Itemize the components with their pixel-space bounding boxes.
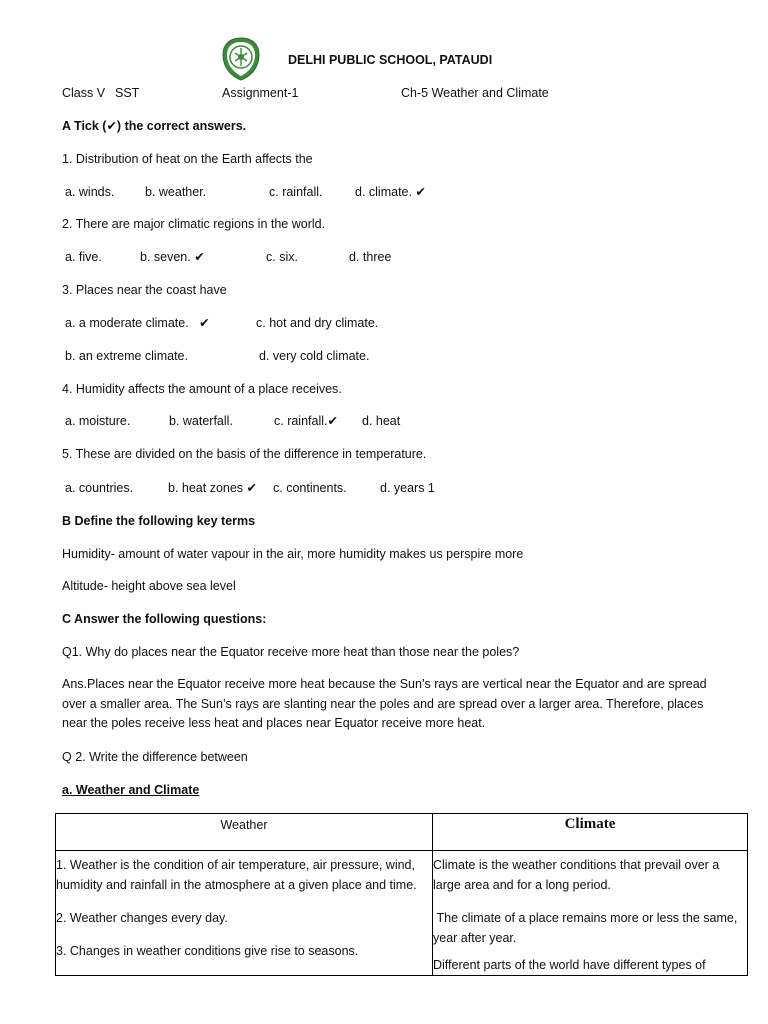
climate-point-2: The climate of a place remains more or less the same, year after year. xyxy=(433,911,741,945)
weather-point-2: 2. Weather changes every day. xyxy=(56,911,228,925)
subject-label: SST xyxy=(115,86,140,100)
section-c-question-2a: a. Weather and Climate xyxy=(62,783,200,797)
table-header-row xyxy=(56,814,748,851)
question-2: 2. There are major climatic regions in the world. xyxy=(62,217,326,231)
q3-option-a: a. a moderate climate. ✔ xyxy=(65,316,210,330)
q5-option-c: c. continents. xyxy=(273,481,347,495)
q1-option-b: b. weather. xyxy=(145,185,207,199)
question-3: 3. Places near the coast have xyxy=(62,283,227,297)
weather-climate-table xyxy=(55,813,748,976)
chapter-label: Ch-5 Weather and Climate xyxy=(401,86,549,100)
q1-option-d: d. climate. ✔ xyxy=(355,185,426,199)
class-label: Class V xyxy=(62,86,106,100)
section-b-title: B Define the following key terms xyxy=(62,514,256,528)
section-c-answer-1: Ans.Places near the Equator receive more heat because the Sun’s rays are vertical near the Equator and are spread over a smaller area. The Sun’s rays are slanting near the poles and are spread over a larger area. Therefore, places near the poles receive less heat and places near Equator receive more heat. xyxy=(62,677,707,730)
school-crest-icon xyxy=(221,37,261,81)
q4-option-a: a. moisture. xyxy=(65,414,131,428)
q2-option-b: b. seven. ✔ xyxy=(140,250,205,264)
weather-point-1: 1. Weather is the condition of air temperature, air pressure, wind, humidity and rainfall in the atmosphere at a given place and time. xyxy=(56,858,417,892)
climate-point-3: Different parts of the world have different types of xyxy=(433,958,706,972)
q2-option-a: a. five. xyxy=(65,250,102,264)
section-c-title: C Answer the following questions: xyxy=(62,612,267,626)
climate-point-1: Climate is the weather conditions that prevail over a large area and for a long period. xyxy=(433,858,720,892)
q2-option-d: d. three xyxy=(349,250,392,264)
weather-point-3: 3. Changes in weather conditions give rise to seasons. xyxy=(56,944,359,958)
q3-option-d: d. very cold climate. xyxy=(259,349,370,363)
weather-cell xyxy=(56,851,433,976)
term-altitude: Altitude- height above sea level xyxy=(62,579,236,593)
q5-option-d: d. years 1 xyxy=(380,481,435,495)
q3-option-c: c. hot and dry climate. xyxy=(256,316,379,330)
term-humidity: Humidity- amount of water vapour in the air, more humidity makes us perspire more xyxy=(62,547,524,561)
table-header-climate: Climate xyxy=(433,814,748,851)
q4-option-c: c. rainfall.✔ xyxy=(274,414,338,428)
q2-option-c: c. six. xyxy=(266,250,298,264)
school-name: DELHI PUBLIC SCHOOL, PATAUDI xyxy=(288,53,493,67)
climate-cell xyxy=(433,851,748,976)
table-row xyxy=(56,851,748,976)
question-5: 5. These are divided on the basis of the difference in temperature. xyxy=(62,447,427,461)
table-header-weather: Weather xyxy=(56,814,433,851)
q5-option-b: b. heat zones ✔ xyxy=(168,481,258,495)
q5-option-a: a. countries. xyxy=(65,481,134,495)
assignment-label: Assignment-1 xyxy=(222,86,299,100)
section-a-title: A Tick (✔) the correct answers. xyxy=(62,119,247,133)
section-c-question-2: Q 2. Write the difference between xyxy=(62,750,248,764)
q3-option-b: b. an extreme climate. xyxy=(65,349,188,363)
q4-option-b: b. waterfall. xyxy=(169,414,233,428)
q1-option-a: a. winds. xyxy=(65,185,115,199)
section-c-question-1: Q1. Why do places near the Equator receive more heat than those near the poles? xyxy=(62,645,520,659)
question-1: 1. Distribution of heat on the Earth affects the xyxy=(62,152,313,166)
q1-option-c: c. rainfall. xyxy=(269,185,323,199)
q4-option-d: d. heat xyxy=(362,414,401,428)
question-4: 4. Humidity affects the amount of a place receives. xyxy=(62,382,342,396)
